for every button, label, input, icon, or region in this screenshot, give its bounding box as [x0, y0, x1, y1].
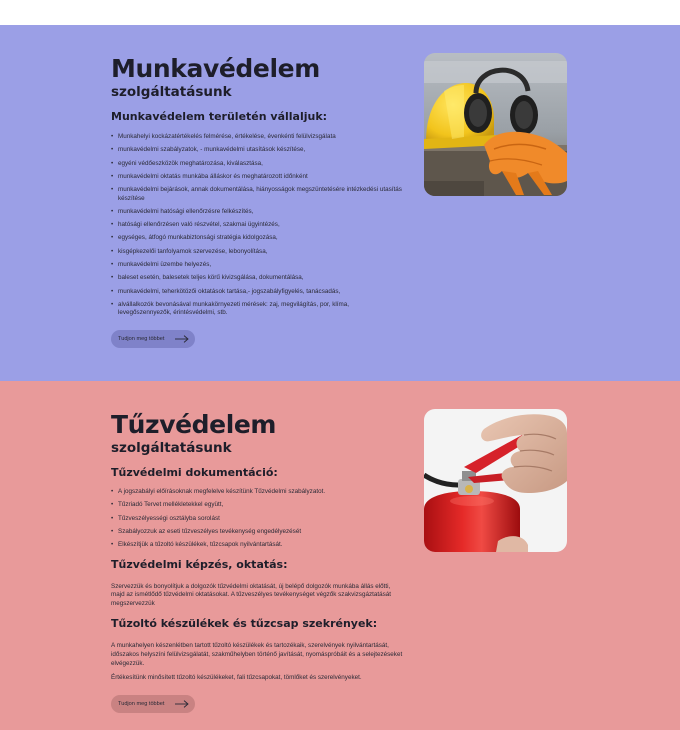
list-item: • egységes, átfogó munkabiztonsági stratégia kidolgozása,: [111, 234, 403, 242]
fire-training-text: Szervezzük és bonyolítjuk a dolgozók tűzvédelmi oktatását, új belépő dolgozók munkába állás előtti, majd az ismétlődő tűzvédelmi oktatásokat. A tűzveszélyes tevékenységet végzők szakvizsgáztatását megszervezzük: [111, 582, 392, 607]
list-item: • egyéni védőeszközök meghatározása, kiválasztása,: [111, 160, 403, 168]
fire-extinguisher-hand-icon: [424, 409, 567, 552]
list-item: • munkavédelmi szabályzatok, - munkavédelmi utasítások készítése,: [111, 146, 403, 154]
fire-protection-subtitle: szolgáltatásunk: [111, 440, 232, 456]
list-item: • alvállalkozók bevonásával munkakörnyezeti mérések: zaj, megvilágítás, por, klíma, levegőszennyezők, érintésvédelmi, stb.: [111, 301, 403, 318]
arrow-right-icon: [175, 335, 189, 343]
safety-equipment-photo: [424, 53, 567, 196]
list-item: • Elkészítjük a tűzoltó készülékek, tűzcsapok nyilvántartását.: [111, 541, 403, 549]
fire-documentation-list: [111, 488, 403, 550]
list-item: • munkavédelmi, teherkötözői oktatások tartása,- jogszabályfigyelés, tanácsadás,: [111, 288, 403, 296]
labor-safety-heading: Munkavédelem területén vállaljuk:: [111, 110, 328, 123]
fire-learn-more-label: Tudjon meg többet: [118, 700, 165, 707]
list-item: • munkavédelmi hatósági ellenőrzésre felkészítés,: [111, 208, 403, 216]
list-item: • Tűzveszélyességi osztályba sorolást: [111, 515, 403, 523]
labor-learn-more-button[interactable]: [111, 330, 195, 348]
fire-protection-content: [111, 411, 403, 713]
list-item: • hatósági ellenőrzésen való részvétel, szakmai ügyintézés,: [111, 221, 403, 229]
list-item: • Szabályozzuk az eseti tűzveszélyes tevékenység engedélyezését: [111, 528, 403, 536]
list-item: • munkavédelmi oktatás munkába álláskor és meghatározott időnként: [111, 173, 403, 181]
fire-equipment-text-1: A munkahelyen készenlétben tartott tűzoltó készülékek és tartozékaik, szerelvények nyilvántartását, időszakos helyszíni felülvizsgálatát, szakműhelyben történő javítását, nyomáspróbáit és a selejtezéseket elvégezzük.: [111, 642, 403, 667]
labor-safety-title: Munkavédelem: [111, 54, 320, 83]
list-item: • Tűzriadó Tervet mellékletekkel együtt,: [111, 501, 403, 509]
top-white-strip: [0, 0, 680, 25]
list-item: • kisgépkezelői tanfolyamok szervezése, lebonyolítása,: [111, 248, 403, 256]
list-item: • Munkahelyi kockázatértékelés felmérése, értékelése, évenkénti felülvizsgálata: [111, 133, 403, 141]
fire-extinguisher-photo: [424, 409, 567, 552]
fire-learn-more-button[interactable]: [111, 695, 195, 713]
labor-safety-section: [0, 25, 680, 381]
fire-training-heading: Tűzvédelmi képzés, oktatás:: [111, 557, 288, 571]
fire-protection-section: [0, 381, 680, 730]
fire-equipment-heading: Tűzoltó készülékek és tűzcsap szekrények:: [111, 617, 378, 631]
labor-safety-list: [111, 133, 403, 318]
list-item: • munkavédelmi üzembe helyezés,: [111, 261, 403, 269]
fire-protection-title: Tűzvédelem: [111, 410, 277, 439]
labor-safety-content: [111, 55, 403, 348]
list-item: • munkavédelmi bejárások, annak dokumentálása, hiányosságok megszüntetésére intézkedési utasítás készítése: [111, 186, 403, 203]
list-item: • baleset esetén, balesetek teljes körű kivizsgálása, dokumentálása,: [111, 274, 403, 282]
labor-safety-subtitle: szolgáltatásunk: [111, 84, 232, 100]
safety-helmet-headphones-gloves-icon: [424, 53, 567, 196]
arrow-right-icon: [175, 700, 189, 708]
list-item: • A jogszabályi előírásoknak megfelelve készítünk Tűzvédelmi szabályzatot.: [111, 488, 403, 496]
fire-equipment-text-2: Értékesítünk minősített tűzoltó készülékeket, fali tűzcsapokat, tömlőket és szerelvényeket.: [111, 674, 362, 682]
fire-documentation-heading: Tűzvédelmi dokumentáció:: [111, 466, 278, 479]
labor-learn-more-label: Tudjon meg többet: [118, 335, 165, 342]
